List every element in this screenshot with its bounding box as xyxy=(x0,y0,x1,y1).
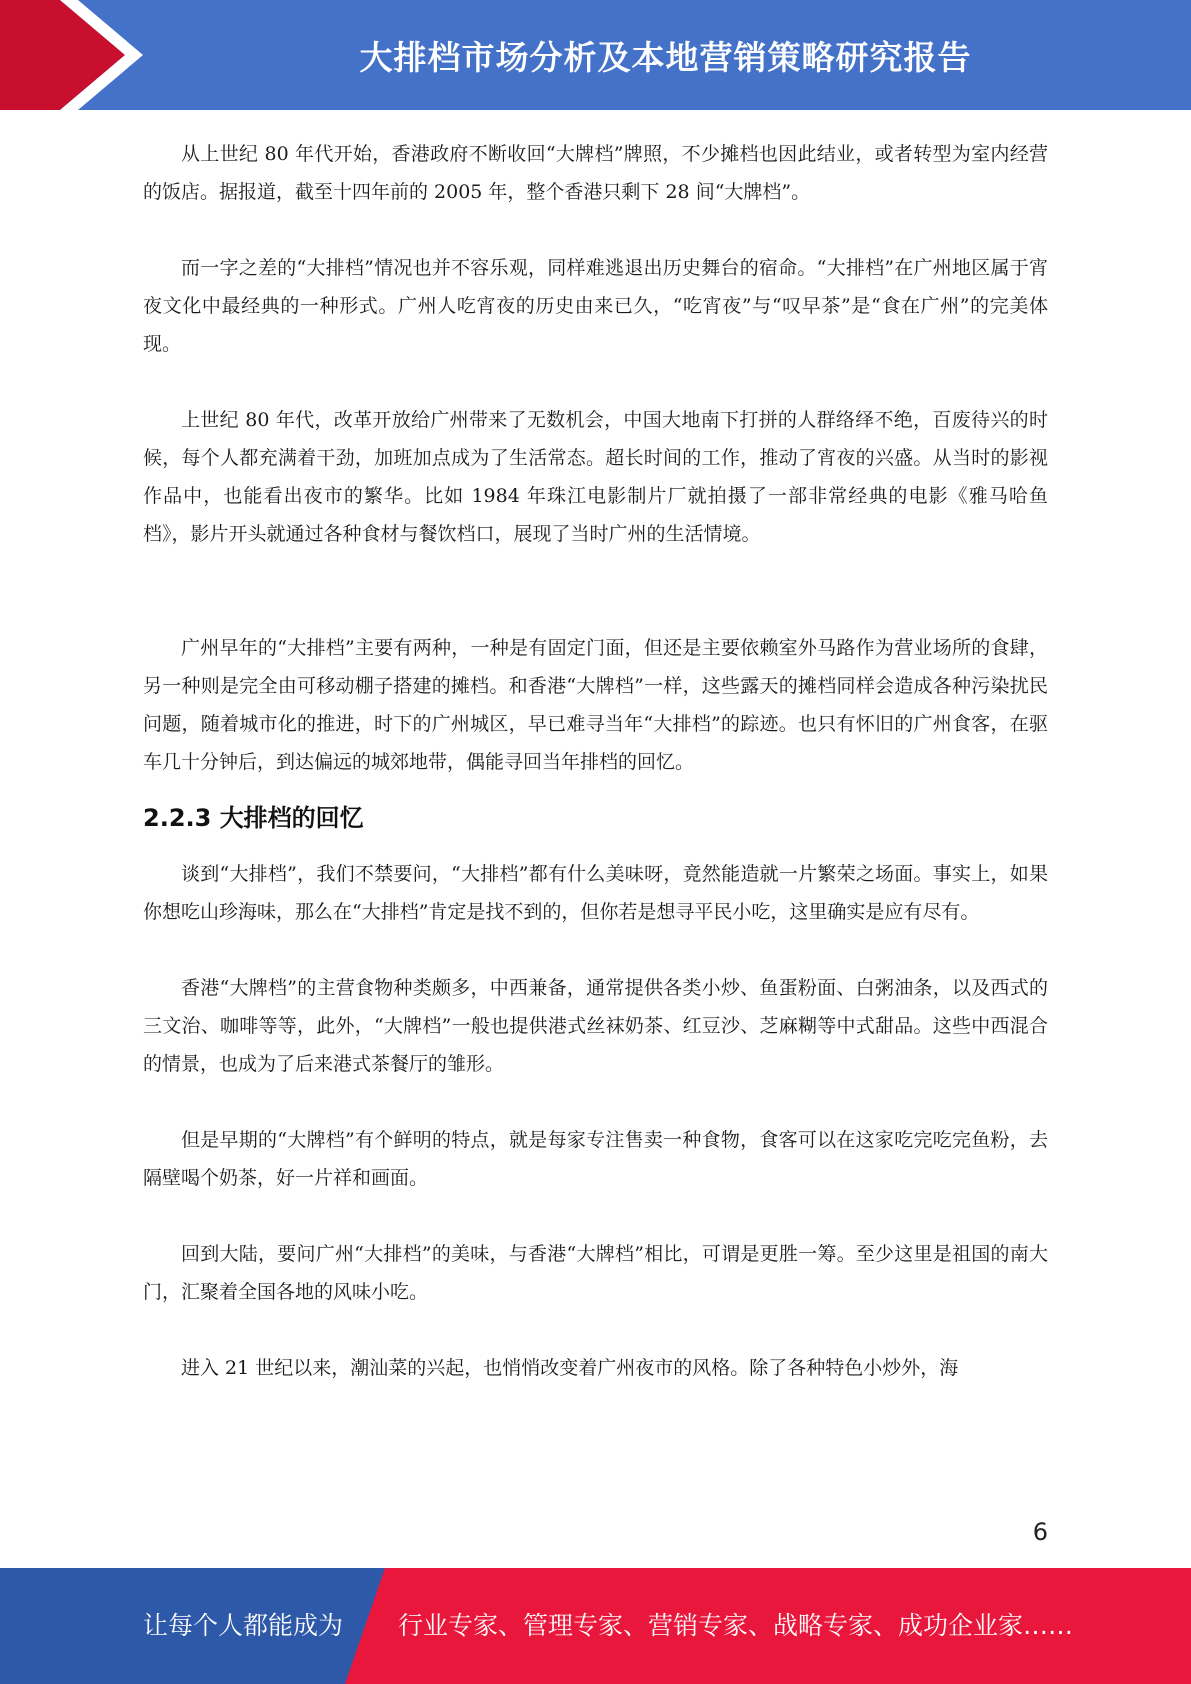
body-paragraph: 香港“大牌档”的主营食物种类颇多，中西兼备，通常提供各类小炒、鱼蛋粉面、白粥油条，以及西式的三文治、咖啡等等，此外，“大牌档”一般也提供港式丝袜奶茶、红豆沙、芝麻糊等中式甜品。这些中西混合的情景，也成为了后来港式茶餐厅的雏形。 xyxy=(143,977,1048,1075)
page-footer xyxy=(0,1568,1191,1684)
body-paragraph: 进入 21 世纪以来，潮汕菜的兴起，也悄悄改变着广州夜市的风格。除了各种特色小炒外，海 xyxy=(181,1357,959,1379)
document-title: 大排档市场分析及本地营销策略研究报告 xyxy=(359,37,972,77)
footer-slogan-left: 让每个人都能成为 xyxy=(143,1611,344,1640)
page-body xyxy=(143,135,1048,1387)
body-paragraph: 但是早期的“大牌档”有个鲜明的特点，就是每家专注售卖一种食物，食客可以在这家吃完吃完鱼粉，去隔壁喝个奶茶，好一片祥和画面。 xyxy=(143,1129,1048,1189)
body-paragraph: 而一字之差的“大排档”情况也并不容乐观，同样难逃退出历史舞台的宿命。“大排档”在广州地区属于宵夜文化中最经典的一种形式。广州人吃宵夜的历史由来已久，“吃宵夜”与“叹早茶”是“食在广州”的完美体现。 xyxy=(143,257,1048,355)
body-paragraph: 从上世纪 80 年代开始，香港政府不断收回“大牌档”牌照，不少摊档也因此结业，或者转型为室内经营的饭店。据报道，截至十四年前的 2005 年，整个香港只剩下 28 间“大牌档”。 xyxy=(143,143,1048,203)
page-header xyxy=(0,0,1191,110)
section-heading: 2.2.3 大排档的回忆 xyxy=(143,804,364,832)
body-paragraph: 广州早年的“大排档”主要有两种，一种是有固定门面，但还是主要依赖室外马路作为营业场所的食肆，另一种则是完全由可移动棚子搭建的摊档。和香港“大牌档”一样，这些露天的摊档同样会造成各种污染扰民问题，随着城市化的推进，时下的广州城区，早已难寻当年“大排档”的踪迹。也只有怀旧的广州食客，在驱车几十分钟后，到达偏远的城郊地带，偶能寻回当年排档的回忆。 xyxy=(143,637,1048,773)
header-arrow-decoration xyxy=(0,0,160,110)
body-paragraph: 上世纪 80 年代，改革开放给广州带来了无数机会，中国大地南下打拼的人群络绎不绝，百废待兴的时候，每个人都充满着干劲，加班加点成为了生活常态。超长时间的工作，推动了宵夜的兴盛。从当时的影视作品中，也能看出夜市的繁华。比如 1984 年珠江电影制片厂就拍摄了一部非常经典的电影《雅马哈鱼档》，影片开头就通过各种食材与餐饮档口，展现了当时广州的生活情境。 xyxy=(143,409,1048,545)
body-paragraph: 回到大陆，要问广州“大排档”的美味，与香港“大牌档”相比，可谓是更胜一筹。至少这里是祖国的南大门，汇聚着全国各地的风味小吃。 xyxy=(143,1243,1048,1303)
footer-slogan-right: 行业专家、管理专家、营销专家、战略专家、成功企业家…… xyxy=(398,1611,1074,1640)
page-number: 6 xyxy=(1032,1518,1048,1546)
body-paragraph: 谈到“大排档”，我们不禁要问，“大排档”都有什么美味呀，竟然能造就一片繁荣之场面。事实上，如果你想吃山珍海味，那么在“大排档”肯定是找不到的，但你若是想寻平民小吃，这里确实是应有尽有。 xyxy=(143,863,1048,923)
